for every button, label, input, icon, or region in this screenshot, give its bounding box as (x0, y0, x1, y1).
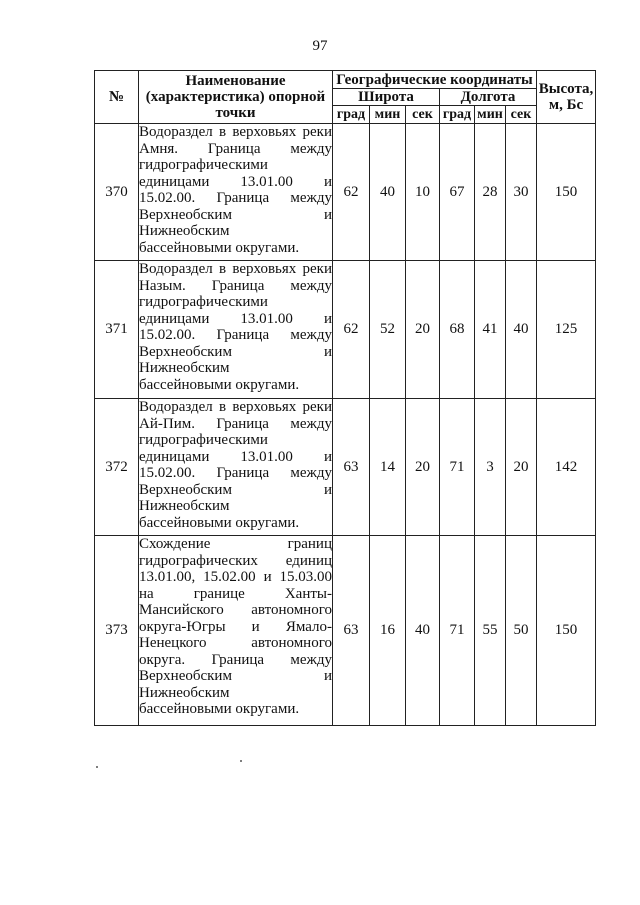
lon-min: 55 (475, 536, 506, 726)
table-row (95, 261, 596, 399)
lat-min: 14 (370, 399, 406, 536)
lon-min: 41 (475, 261, 506, 399)
header-lat-deg: град (333, 106, 370, 124)
table-row (95, 399, 596, 536)
lon-sec: 40 (506, 261, 537, 399)
lat-deg: 63 (333, 399, 370, 536)
row-description (139, 536, 333, 726)
height: 142 (537, 399, 596, 536)
lat-min: 16 (370, 536, 406, 726)
row-number: 370 (95, 124, 139, 261)
lat-sec: 40 (406, 536, 440, 726)
height: 150 (537, 124, 596, 261)
lon-deg: 71 (440, 399, 475, 536)
description-last-line: бассейновыми округами. (139, 701, 300, 717)
lon-sec: 50 (506, 536, 537, 726)
header-lat-min: мин (370, 106, 406, 124)
lon-deg: 68 (440, 261, 475, 399)
description-last-line: бассейновыми округами. (139, 239, 300, 256)
header-longitude: Долгота (440, 89, 537, 106)
header-lon-deg: град (440, 106, 475, 124)
row-number: 373 (95, 536, 139, 726)
lat-sec: 20 (406, 261, 440, 399)
lon-sec: 20 (506, 399, 537, 536)
description-text: Водораздел в верховьях реки Назым. Граница между гидрографическими единицами 13.01.00 и 15.02.00. Граница между Верхнеобским и Нижнеобским (139, 261, 332, 376)
lon-deg: 71 (440, 536, 475, 726)
height: 150 (537, 536, 596, 726)
header-lon-sec: сек (506, 106, 537, 124)
lat-deg: 62 (333, 124, 370, 261)
header-number: № (95, 71, 139, 124)
lon-sec: 30 (506, 124, 537, 261)
page-number: 97 (312, 38, 328, 54)
height: 125 (537, 261, 596, 399)
description-text: Водораздел в верховьях реки Амня. Граница между гидрографическими единицами 13.01.00 и 15.02.00. Граница между Верхнеобским и Нижнеобским (139, 124, 332, 239)
reference-points-table (94, 70, 596, 726)
row-description (139, 399, 333, 536)
table-row (95, 536, 596, 726)
lat-sec: 10 (406, 124, 440, 261)
lat-min: 52 (370, 261, 406, 399)
lat-min: 40 (370, 124, 406, 261)
row-number: 371 (95, 261, 139, 399)
lon-min: 28 (475, 124, 506, 261)
description-text: Схождение границ гидрографических единиц 13.01.00, 15.02.00 и 15.03.00 на границе Ханты-Мансийского автономного округа-Югры и Ямало-Ненецкого автономного округа. Граница между Верхнеобским и Нижнеобским (139, 536, 332, 701)
row-description (139, 124, 333, 261)
header-name: Наименование (характеристика) опорной точки (139, 71, 333, 124)
lat-sec: 20 (406, 399, 440, 536)
row-description (139, 261, 333, 399)
description-last-line: бассейновыми округами. (139, 514, 300, 531)
header-latitude: Широта (333, 89, 440, 106)
header-lon-min: мин (475, 106, 506, 124)
lon-deg: 67 (440, 124, 475, 261)
lat-deg: 62 (333, 261, 370, 399)
lat-deg: 63 (333, 536, 370, 726)
description-last-line: бассейновыми округами. (139, 376, 300, 393)
header-coordinates: Географические координаты (333, 71, 537, 89)
lon-min: 3 (475, 399, 506, 536)
header-lat-sec: сек (406, 106, 440, 124)
scan-speck (96, 766, 98, 768)
row-number: 372 (95, 399, 139, 536)
table-row (95, 124, 596, 261)
header-height: Высота, м, Бс (537, 71, 596, 124)
description-text: Водораздел в верховьях реки Ай-Пим. Граница между гидрографическими единицами 13.01.00 и 15.02.00. Граница между Верхнеобским и Нижнеобским (139, 399, 332, 514)
scan-speck (240, 760, 242, 762)
